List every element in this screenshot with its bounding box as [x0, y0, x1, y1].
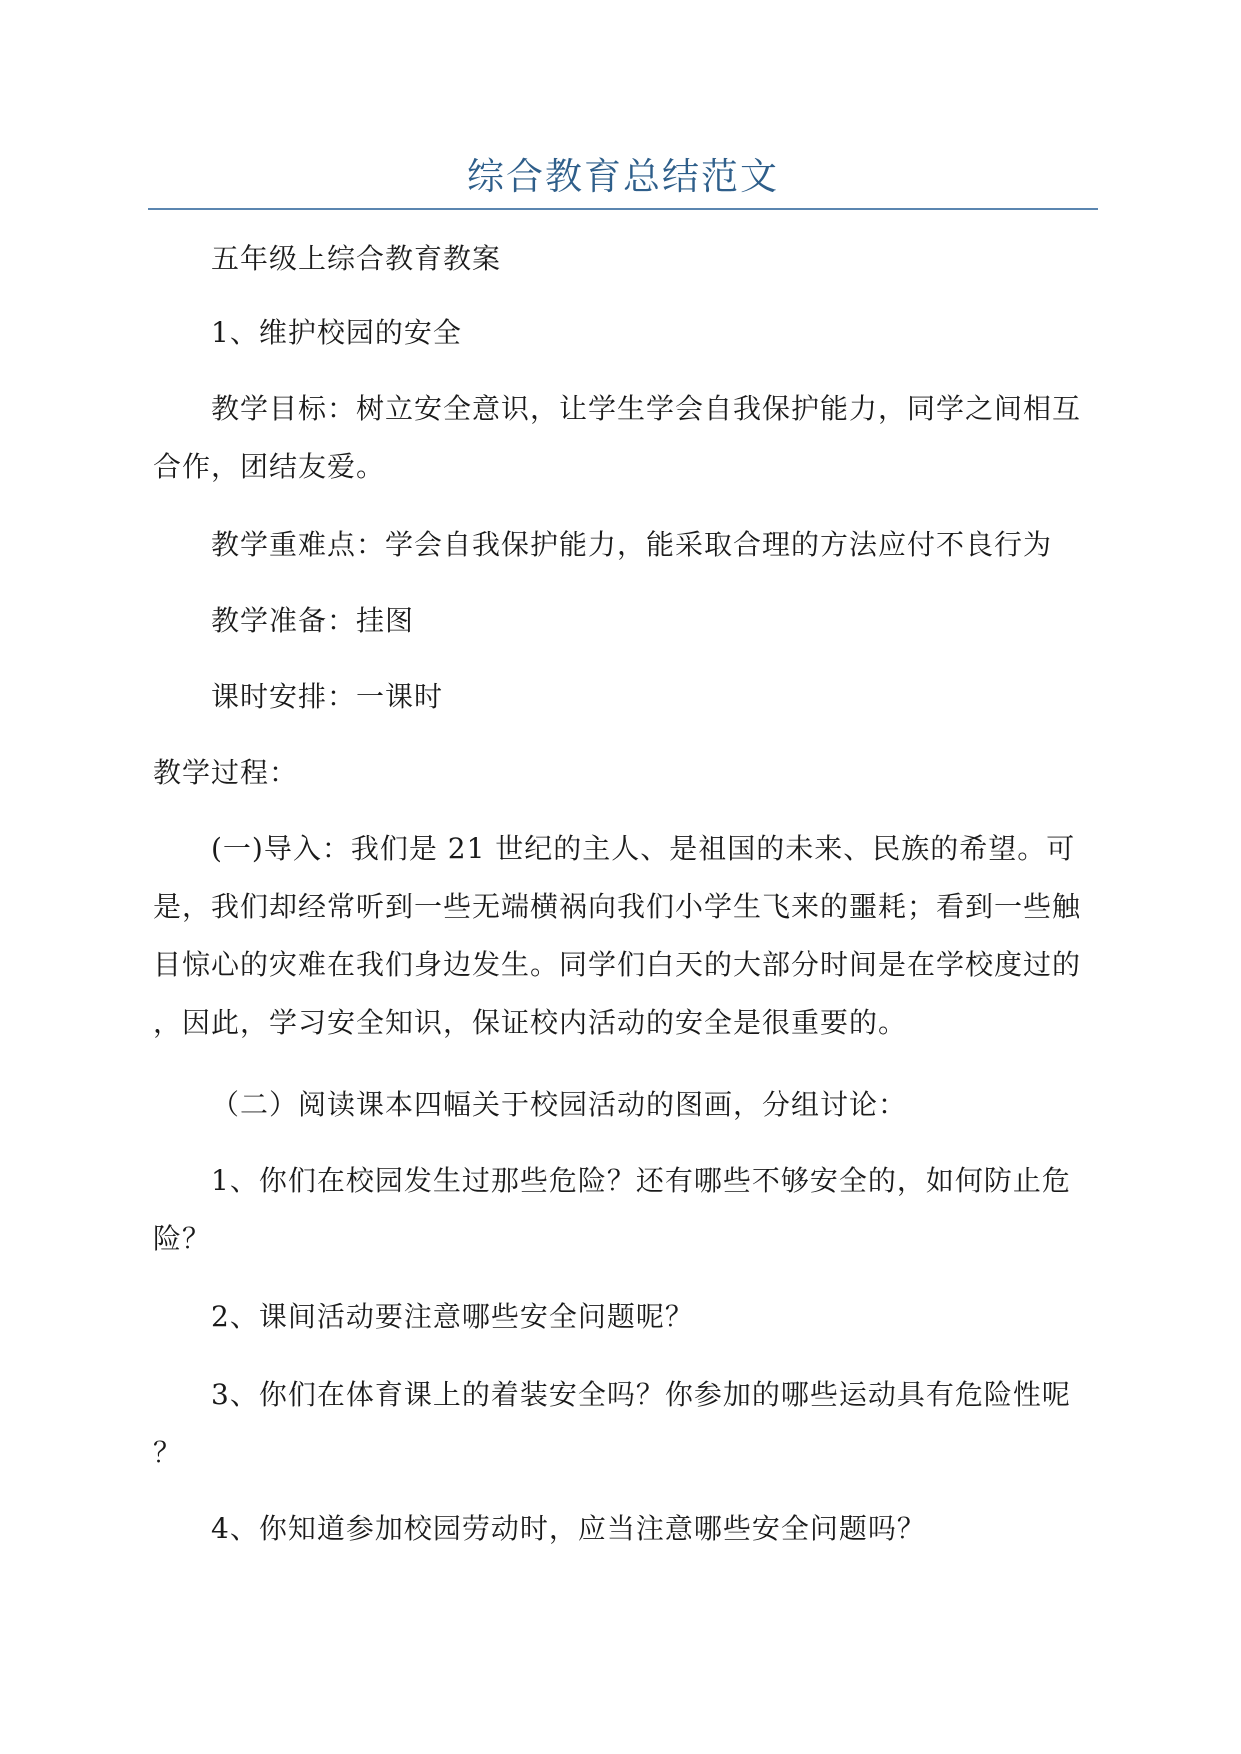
paragraph-question-3 — [153, 1366, 1091, 1482]
paragraph-line: 1、维护校园的安全 — [211, 316, 462, 349]
paragraph-subtitle — [153, 230, 1091, 288]
paragraph-line: 课时安排：一课时 — [211, 680, 444, 713]
paragraph-line: 教学过程： — [153, 756, 299, 789]
paragraph-line: 五年级上综合教育教案 — [211, 242, 502, 275]
paragraph-introduction — [153, 820, 1091, 1052]
paragraph-key-points — [153, 516, 1091, 574]
paragraph-line: 1、你们在校园发生过那些危险？还有哪些不够安全的，如何防止危 — [211, 1164, 1071, 1197]
paragraph-question-1 — [153, 1152, 1091, 1268]
paragraph-line: 2、课间活动要注意哪些安全问题呢？ — [211, 1300, 694, 1333]
paragraph-line: 合作，团结友爱。 — [153, 450, 386, 483]
paragraph-line: ，因此，学习安全知识，保证校内活动的安全是很重要的。 — [153, 1006, 908, 1039]
paragraph-question-4 — [153, 1500, 1091, 1558]
paragraph-line: 目惊心的灾难在我们身边发生。同学们白天的大部分时间是在学校度过的 — [153, 948, 1082, 981]
paragraph-section-heading — [153, 304, 1091, 362]
paragraph-line: 教学准备：挂图 — [211, 604, 415, 637]
title-divider — [148, 208, 1098, 210]
paragraph-line: ？ — [153, 1436, 183, 1469]
paragraph-line: 教学重难点：学会自我保护能力，能采取合理的方法应付不良行为 — [211, 528, 1053, 561]
paragraph-line: 教学目标：树立安全意识，让学生学会自我保护能力，同学之间相互 — [211, 392, 1082, 425]
paragraph-schedule — [153, 668, 1091, 726]
paragraph-preparation — [153, 592, 1091, 650]
paragraph-line: (一)导入：我们是 21 世纪的主人、是祖国的未来、民族的希望。可 — [211, 832, 1076, 865]
paragraph-line: 是，我们却经常听到一些无端横祸向我们小学生飞来的噩耗；看到一些触 — [153, 890, 1082, 923]
paragraph-process-heading — [153, 744, 1091, 802]
page-title: 综合教育总结范文 — [467, 155, 779, 198]
paragraph-reading-discussion — [153, 1076, 1091, 1134]
paragraph-teaching-goal — [153, 380, 1091, 496]
paragraph-line: 4、你知道参加校园劳动时，应当注意哪些安全问题吗？ — [211, 1512, 926, 1545]
paragraph-line: （二）阅读课本四幅关于校园活动的图画，分组讨论： — [211, 1088, 908, 1121]
paragraph-question-2 — [153, 1288, 1091, 1346]
paragraph-line: 3、你们在体育课上的着装安全吗？你参加的哪些运动具有危险性呢 — [211, 1378, 1071, 1411]
paragraph-line: 险？ — [153, 1222, 212, 1255]
